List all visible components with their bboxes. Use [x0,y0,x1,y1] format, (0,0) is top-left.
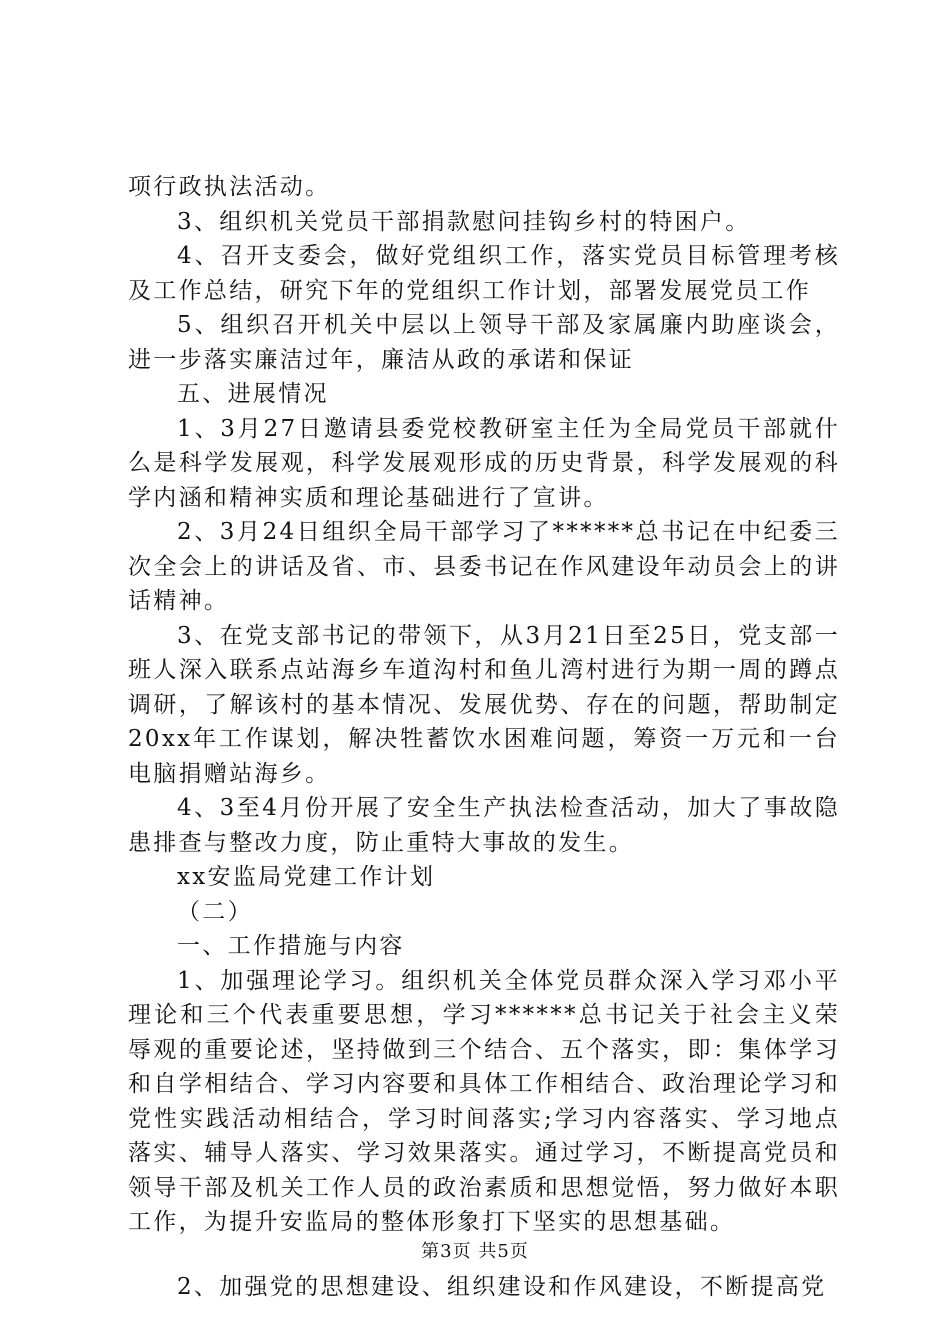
paragraph: 2、加强党的思想建设、组织建设和作风建设，不断提高党 [177,1273,827,1300]
paragraph: 3、在党支部书记的带领下，从3月21日至25日，党支部一班人深入联系点站海乡车道沟村和鱼儿湾村进行为期一周的蹲点调研，了解该村的基本情况、发展优势、存在的问题，帮助制定20xx年工作谋划，解决牲蓄饮水困难问题，筹资一万元和一台电脑捐赠站海乡。 [128,622,840,787]
document-body [128,170,840,1304]
page-footer: 第3页 共5页 [421,1241,529,1262]
paragraph: 1、3月27日邀请县委党校教研室主任为全局党员干部就什么是科学发展观，科学发展观形成的历史背景，科学发展观的科学内涵和精神实质和理论基础进行了宣讲。 [128,415,840,511]
section-heading: 五、进展情况 [177,381,329,407]
section-heading: 一、工作措施与内容 [177,933,405,959]
paragraph: 4、3至4月份开展了安全生产执法检查活动，加大了事故隐患排查与整改力度，防止重特大事故的发生。 [128,795,840,856]
paragraph: 4、召开支委会，做好党组织工作，落实党员目标管理考核及工作总结，研究下年的党组织工作计划，部署发展党员工作 [128,243,840,304]
document-title: xx安监局党建工作计划 [177,864,436,890]
paragraph: 项行政执法活动。 [128,174,331,200]
paragraph: 1、加强理论学习。组织机关全体党员群众深入学习邓小平理论和三个代表重要思想，学习******总书记关于社会主义荣辱观的重要论述，坚持做到三个结合、五个落实，即：集体学习和自学相结合、学习内容要和具体工作相结合、政治理论学习和党性实践活动相结合，学习时间落实;学习内容落实、学习地点落实、辅导人落实、学习效果落实。通过学习，不断提高党员和领导干部及机关工作人员的政治素质和思想觉悟，努力做好本职工作，为提升安监局的整体形象打下坚实的思想基础。 [128,967,840,1235]
paragraph: 5、组织召开机关中层以上领导干部及家属廉内助座谈会，进一步落实廉洁过年，廉洁从政的承诺和保证 [128,312,840,373]
document-subtitle: （二） [177,898,253,925]
paragraph: 2、3月24日组织全局干部学习了******总书记在中纪委三次全会上的讲话及省、市、县委书记在作风建设年动员会上的讲话精神。 [128,519,840,614]
paragraph: 3、组织机关党员干部捐款慰问挂钩乡村的特困户。 [177,208,751,235]
